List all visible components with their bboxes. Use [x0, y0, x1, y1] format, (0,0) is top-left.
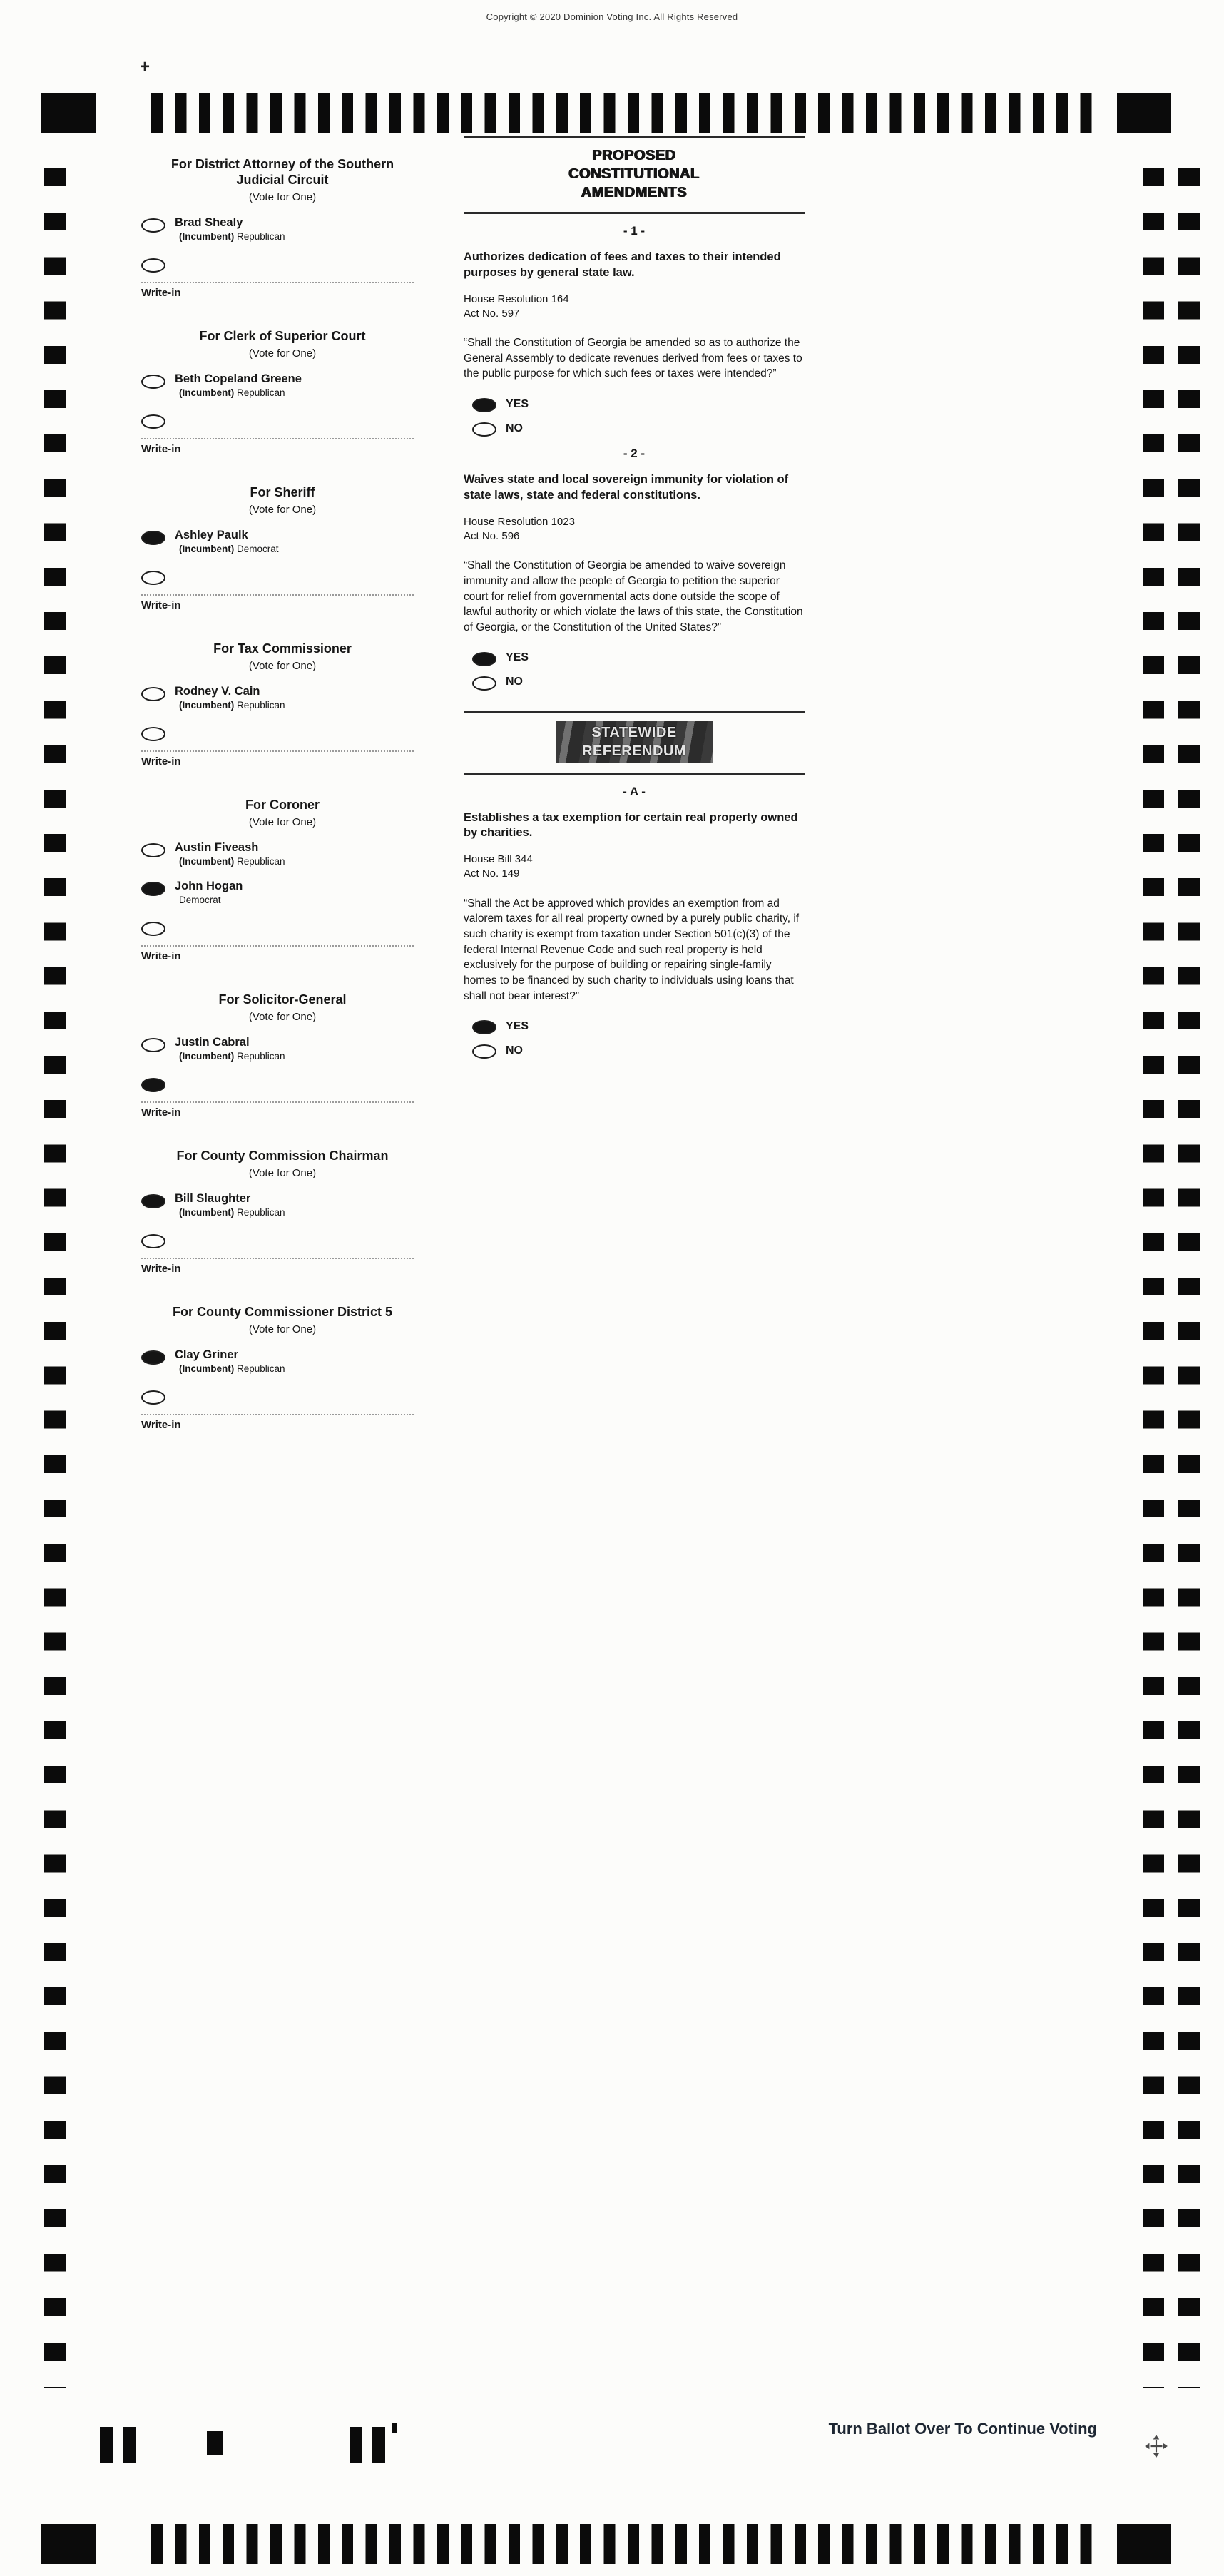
timing-mark-bottom-right-block: [1117, 2524, 1171, 2564]
party-label: Republican: [237, 1363, 285, 1374]
write-in-oval-row: [141, 1076, 434, 1093]
timing-marks-right-edge-inner: [1143, 168, 1164, 2388]
write-in-oval[interactable]: [141, 1078, 165, 1092]
contest-tax-commissioner: [131, 641, 434, 768]
no-oval[interactable]: [472, 422, 496, 437]
incumbent-note: (Incumbent): [179, 230, 235, 242]
selection-oval-brad-shealy[interactable]: [141, 218, 165, 233]
referendum-header-text: STATEWIDE REFERENDUM: [556, 721, 713, 763]
copyright-line: Copyright © 2020 Dominion Voting Inc. All Rights Reserved: [486, 11, 738, 22]
no-row: [472, 420, 805, 437]
yes-row: [472, 650, 805, 666]
yes-label: YES: [506, 651, 529, 664]
party-label: Democrat: [237, 543, 279, 554]
index-mark: [100, 2427, 113, 2463]
reference-line: Act No. 597: [464, 307, 520, 320]
index-mark: [123, 2427, 136, 2463]
measure-referendum-a: [464, 785, 805, 1059]
write-in-oval[interactable]: [141, 414, 165, 429]
selection-oval-justin-cabral[interactable]: [141, 1038, 165, 1052]
reference-line: House Resolution 1023: [464, 515, 575, 528]
candidate-name: Austin Fiveash: [175, 840, 259, 854]
contest-district-attorney: [131, 157, 434, 299]
write-in-oval[interactable]: [141, 1390, 165, 1405]
measure-reference: [464, 515, 805, 544]
write-in-label: Write-in: [141, 442, 181, 455]
yes-row: [472, 396, 805, 412]
contest-sheriff: [131, 485, 434, 611]
write-in-line[interactable]: [141, 1411, 414, 1415]
write-in-oval-row: [141, 256, 434, 273]
contest-county-commission-chairman: [131, 1149, 434, 1275]
measure-reference: [464, 292, 805, 322]
contest-instruction: (Vote for One): [248, 503, 317, 516]
party-label: Republican: [237, 699, 285, 711]
selection-oval-austin-fiveash[interactable]: [141, 843, 165, 857]
index-mark: [372, 2427, 385, 2463]
candidate-row: [141, 529, 434, 556]
yes-oval[interactable]: [472, 652, 496, 666]
measure-summary: Waives state and local sovereign immunity for violation of state laws, state and federal constitutions.: [464, 473, 789, 502]
write-in-line[interactable]: [141, 942, 414, 947]
write-in-oval-row: [141, 725, 434, 742]
candidate-detail: [179, 387, 302, 399]
index-mark: [350, 2427, 362, 2463]
measure-question: “Shall the Constitution of Georgia be amended to waive sovereign immunity and allow the people of Georgia to petition the superior court for relief from governmental acts done outside the scope of lawful authority or which violate the laws of this state, the Constitution of Georgia, or the Constitution of the United States?”: [464, 559, 803, 633]
write-in-oval-row: [141, 1388, 434, 1405]
party-label: Republican: [237, 387, 285, 398]
no-label: NO: [506, 1044, 523, 1057]
contest-instruction: (Vote for One): [248, 1010, 317, 1023]
write-in-oval-row: [141, 1232, 434, 1249]
index-mark: [207, 2431, 223, 2455]
write-in-oval-row: [141, 920, 434, 937]
yes-oval[interactable]: [472, 398, 496, 412]
candidate-detail: [179, 1050, 285, 1063]
index-mark: [392, 2423, 397, 2433]
referendum-header: [464, 711, 805, 775]
registration-plus-mark: +: [140, 57, 151, 76]
contest-title: For Clerk of Superior Court: [199, 328, 366, 343]
contest-title: For District Attorney of the Southern Judicial Circuit: [170, 157, 394, 187]
write-in-oval-row: [141, 412, 434, 429]
write-in-oval[interactable]: [141, 258, 165, 273]
no-row: [472, 1042, 805, 1059]
contest-coroner: [131, 798, 434, 962]
candidate-row: [141, 880, 434, 907]
contest-instruction: (Vote for One): [248, 190, 317, 203]
incumbent-note: (Incumbent): [179, 855, 235, 867]
incumbent-note: (Incumbent): [179, 543, 235, 554]
measure-number: - A -: [623, 784, 646, 798]
no-row: [472, 674, 805, 691]
incumbent-note: (Incumbent): [179, 387, 235, 398]
write-in-label: Write-in: [141, 286, 181, 299]
timing-marks-top: [151, 93, 1104, 133]
contest-instruction: (Vote for One): [248, 659, 317, 672]
candidate-name: Justin Cabral: [175, 1035, 250, 1049]
measure-amendment-2: [464, 447, 805, 690]
candidate-name: Clay Griner: [175, 1348, 238, 1361]
write-in-area: [141, 1411, 434, 1431]
contest-title: For County Commission Chairman: [176, 1148, 389, 1163]
write-in-line[interactable]: [141, 591, 414, 596]
party-label: Republican: [237, 1206, 285, 1218]
no-oval[interactable]: [472, 1044, 496, 1059]
timing-marks-bottom: [151, 2524, 1104, 2564]
candidate-detail: [179, 855, 285, 868]
party-label: Republican: [237, 1050, 285, 1062]
candidate-row: [141, 685, 434, 712]
candidate-row: [141, 841, 434, 868]
candidate-name: John Hogan: [175, 879, 243, 892]
incumbent-note: (Incumbent): [179, 1206, 235, 1218]
yes-row: [472, 1018, 805, 1034]
write-in-area: [141, 435, 434, 455]
write-in-area: [141, 591, 434, 611]
contest-title: For Tax Commissioner: [213, 641, 352, 656]
write-in-line[interactable]: [141, 1255, 414, 1259]
party-label: Republican: [237, 855, 285, 867]
write-in-line[interactable]: [141, 1099, 414, 1103]
timing-mark-bottom-left-block: [41, 2524, 96, 2564]
no-label: NO: [506, 676, 523, 688]
write-in-label: Write-in: [141, 599, 181, 611]
contest-instruction: (Vote for One): [248, 1323, 317, 1335]
measure-question: “Shall the Constitution of Georgia be amended so as to authorize the General Assembly to dedicate revenues derived from fees or taxes to the public purpose for which such fees or taxes were intended?”: [464, 337, 802, 380]
contest-instruction: (Vote for One): [248, 347, 317, 360]
contest-title: For County Commissioner District 5: [172, 1304, 393, 1319]
candidate-detail: [179, 543, 279, 556]
candidate-name: Bill Slaughter: [175, 1191, 251, 1205]
write-in-line[interactable]: [141, 435, 414, 439]
candidate-row: [141, 216, 434, 243]
write-in-area: [141, 942, 434, 962]
reference-line: Act No. 596: [464, 529, 520, 542]
yes-label: YES: [506, 397, 529, 410]
write-in-label: Write-in: [141, 1262, 181, 1275]
contest-solicitor-general: [131, 992, 434, 1119]
selection-oval-clay-griner[interactable]: [141, 1350, 165, 1365]
write-in-area: [141, 748, 434, 768]
write-in-label: Write-in: [141, 950, 181, 962]
amendments-header: [464, 136, 805, 214]
contest-instruction: (Vote for One): [248, 815, 317, 828]
contest-title: For Coroner: [245, 797, 320, 812]
candidate-detail: [179, 894, 243, 907]
contest-county-commissioner-district-5: [131, 1305, 434, 1431]
candidate-name: Brad Shealy: [175, 215, 243, 229]
measure-question: “Shall the Act be approved which provides an exemption from ad valorem taxes for all real property owned by a purely public charity, if such charity is exempt from taxation under Section 501(c)(3) of the federal Internal Revenue Code and such real property is held exclusively for the purpose of building or repairing single-family homes to be financed by such charity to individuals using loans that shall not bear interest?”: [464, 897, 800, 1002]
write-in-oval[interactable]: [141, 571, 165, 585]
measures-column: [464, 136, 805, 1066]
contest-column: [131, 157, 434, 1461]
reference-line: House Bill 344: [464, 853, 533, 866]
write-in-line[interactable]: [141, 748, 414, 752]
write-in-area: [141, 1099, 434, 1119]
selection-oval-rodney-v-cain[interactable]: [141, 687, 165, 701]
timing-marks-right-edge-outer: [1178, 168, 1200, 2388]
contest-clerk-superior-court: [131, 329, 434, 455]
amendments-header-text: PROPOSED CONSTITUTIONAL AMENDMENTS: [568, 148, 700, 200]
contest-title: For Sheriff: [250, 484, 315, 499]
candidate-detail: [179, 1363, 285, 1375]
no-oval[interactable]: [472, 676, 496, 691]
candidate-name: Beth Copeland Greene: [175, 372, 302, 385]
write-in-area: [141, 1255, 434, 1275]
measure-number: - 2 -: [623, 447, 646, 461]
candidate-row: [141, 1192, 434, 1219]
crosshair-registration-icon: [1144, 2434, 1168, 2458]
selection-oval-beth-copeland-greene[interactable]: [141, 375, 165, 389]
incumbent-note: (Incumbent): [179, 1050, 235, 1062]
party-label: Democrat: [179, 894, 221, 905]
timing-mark-top-left-block: [41, 93, 96, 133]
write-in-label: Write-in: [141, 1106, 181, 1119]
candidate-row: [141, 372, 434, 399]
timing-mark-top-right-block: [1117, 93, 1171, 133]
measure-reference: [464, 852, 805, 882]
party-label: Republican: [237, 230, 285, 242]
candidate-detail: [179, 1206, 285, 1219]
yes-label: YES: [506, 1019, 529, 1032]
no-label: NO: [506, 422, 523, 434]
write-in-line[interactable]: [141, 279, 414, 283]
incumbent-note: (Incumbent): [179, 699, 235, 711]
write-in-label: Write-in: [141, 1418, 181, 1431]
write-in-oval[interactable]: [141, 1234, 165, 1248]
contest-title: For Solicitor-General: [218, 992, 347, 1007]
measure-summary: Authorizes dedication of fees and taxes to their intended purposes by general state law.: [464, 250, 781, 279]
candidate-detail: [179, 230, 285, 243]
measure-amendment-1: [464, 224, 805, 437]
measure-number: - 1 -: [623, 224, 646, 238]
reference-line: House Resolution 164: [464, 292, 569, 305]
reference-line: Act No. 149: [464, 867, 520, 880]
candidate-name: Ashley Paulk: [175, 528, 248, 541]
write-in-area: [141, 279, 434, 299]
contest-instruction: (Vote for One): [248, 1166, 317, 1179]
candidate-name: Rodney V. Cain: [175, 684, 260, 698]
incumbent-note: (Incumbent): [179, 1363, 235, 1374]
candidate-row: [141, 1036, 434, 1063]
measure-summary: Establishes a tax exemption for certain real property owned by charities.: [464, 810, 798, 840]
selection-oval-bill-slaughter[interactable]: [141, 1194, 165, 1208]
timing-marks-left-edge: [44, 168, 66, 2388]
selection-oval-ashley-paulk[interactable]: [141, 531, 165, 545]
yes-oval[interactable]: [472, 1020, 496, 1034]
write-in-oval[interactable]: [141, 922, 165, 936]
write-in-oval-row: [141, 569, 434, 586]
write-in-label: Write-in: [141, 755, 181, 768]
candidate-row: [141, 1348, 434, 1375]
selection-oval-john-hogan[interactable]: [141, 882, 165, 896]
turn-ballot-over-instruction: Turn Ballot Over To Continue Voting: [828, 2420, 1097, 2438]
candidate-detail: [179, 699, 285, 712]
write-in-oval[interactable]: [141, 727, 165, 741]
